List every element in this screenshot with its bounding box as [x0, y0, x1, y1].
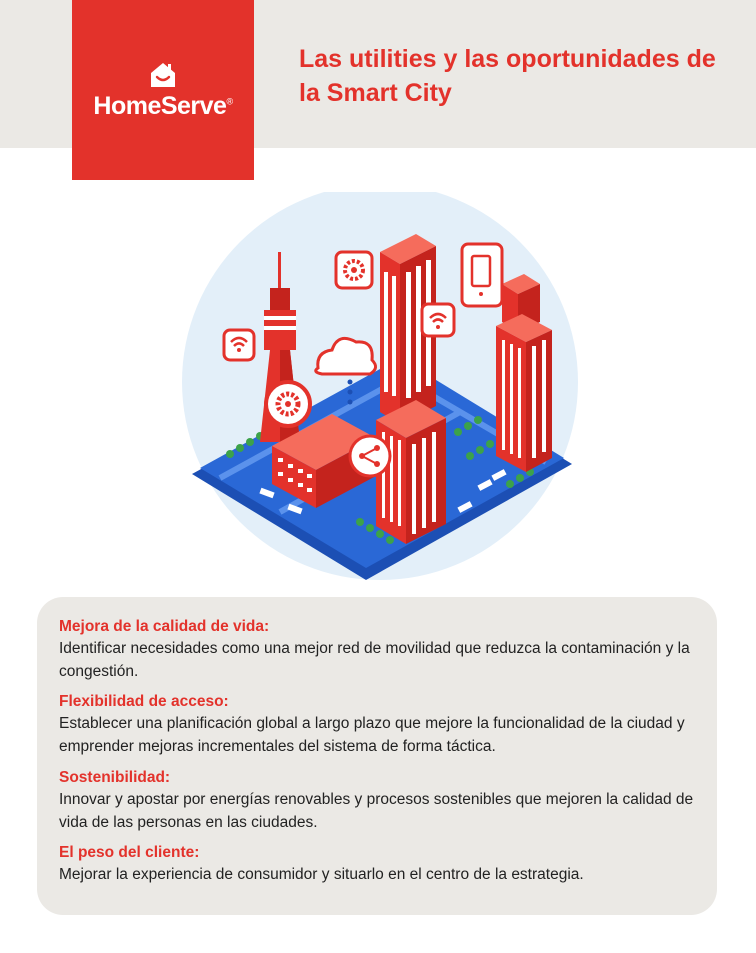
benefit-item-sustainability — [59, 768, 709, 834]
item-title: Sostenibilidad: — [59, 769, 171, 786]
share-icon — [350, 436, 390, 476]
item-title: Mejora de la calidad de vida: — [59, 618, 270, 635]
brand-name: HomeServe® — [93, 91, 233, 120]
item-title: El peso del cliente: — [59, 844, 200, 861]
item-text: Innovar y apostar por energías renovables y procesos sostenibles que mejoren la calidad de vida de las personas en las ciudades. — [59, 791, 694, 831]
page-title: Las utilities y las oportunidades de la Smart City — [299, 45, 716, 107]
item-text: Mejorar la experiencia de consumidor y situarlo en el centro de la estrategia. — [59, 866, 584, 883]
item-title: Flexibilidad de acceso: — [59, 693, 229, 710]
item-text: Establecer una planificación global a largo plazo que mejore la funcionalidad de la ciudad y emprender mejoras incrementales del sistema de forma táctica. — [59, 715, 685, 755]
brand-logo — [72, 0, 254, 180]
wifi-icon-2 — [422, 304, 454, 336]
gear-icon-2 — [266, 382, 310, 426]
benefit-item-customer-weight — [59, 843, 709, 886]
benefit-item-quality-of-life — [59, 617, 709, 683]
info-panel — [37, 597, 717, 915]
item-text: Identificar necesidades como una mejor red de movilidad que reduzca la contaminación y la congestión. — [59, 640, 690, 680]
benefit-item-access-flexibility — [59, 692, 709, 758]
phone-icon — [462, 244, 502, 306]
wifi-icon — [224, 330, 254, 360]
gear-icon — [336, 252, 372, 288]
house-smile-icon — [148, 60, 178, 90]
smart-city-illustration — [180, 192, 580, 584]
